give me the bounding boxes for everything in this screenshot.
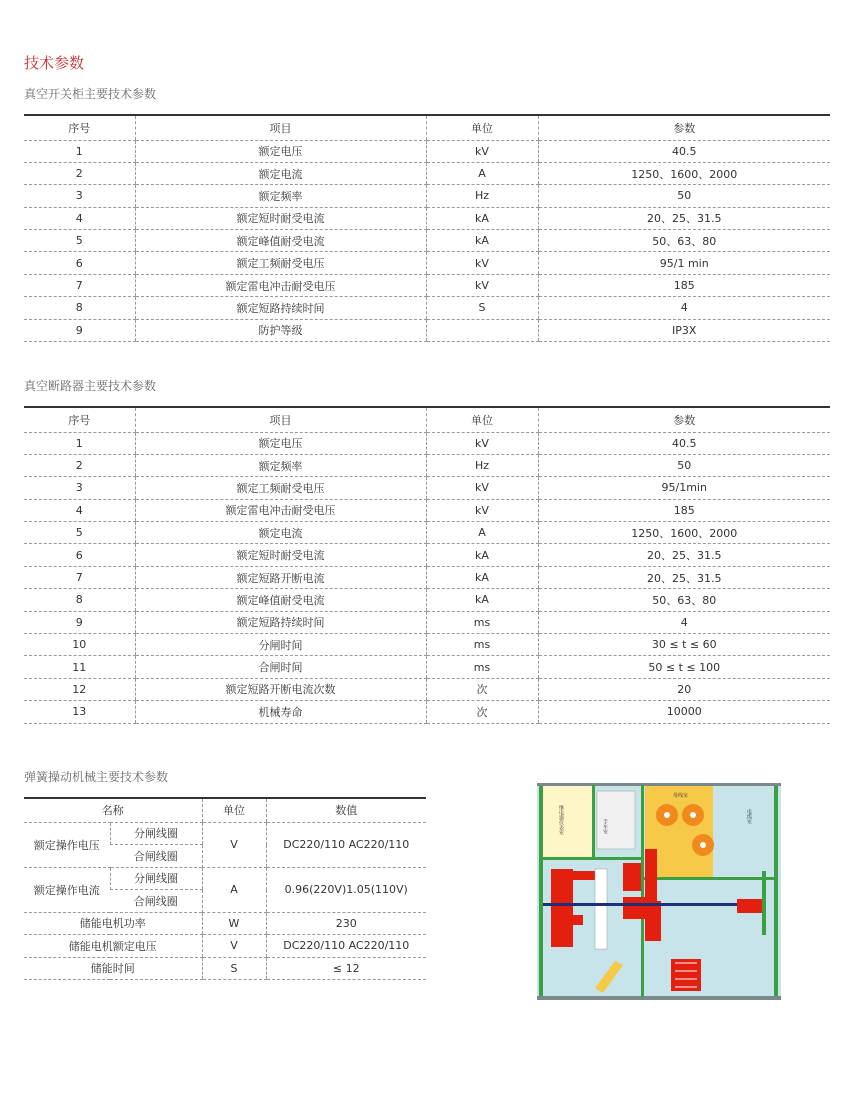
item-cell: 额定雷电冲击耐受电压 [135,499,426,521]
table-row [24,230,830,252]
cable-support [762,871,766,935]
unit-cell: 次 [426,701,538,723]
bottom-frame [537,996,781,1000]
index-cell: 1 [24,432,135,454]
main-shaft [543,903,763,906]
table-row [24,477,830,499]
value-cell: 20、25、31.5 [538,566,830,588]
sub-param-cell: 合闸线圈 [110,845,202,868]
unit-cell: ms [426,656,538,678]
value-cell: 185 [538,274,830,296]
param-name-cell: 储能电机功率 [24,912,202,935]
sub-param-cell: 合闸线圈 [110,890,202,913]
item-cell: 额定频率 [135,454,426,476]
value-cell: 20、25、31.5 [538,544,830,566]
item-cell: 合闸时间 [135,656,426,678]
item-cell: 额定电压 [135,432,426,454]
switchgear-diagram-svg [537,783,781,1003]
index-cell: 5 [24,522,135,544]
header-cell: 单位 [426,407,538,432]
value-cell: 95/1min [538,477,830,499]
cable-terminal [737,899,765,913]
item-cell: 额定电流 [135,162,426,184]
index-cell: 6 [24,544,135,566]
value-cell: DC220/110 AC220/110 [266,935,426,958]
index-cell: 3 [24,477,135,499]
busbar-b-center [690,812,696,818]
relay-compartment [542,785,592,857]
earthing-switch-coil [671,959,701,991]
unit-cell: ms [426,634,538,656]
header-cell: 项目 [135,407,426,432]
index-cell: 2 [24,162,135,184]
unit-cell [426,319,538,341]
item-cell: 额定短路持续时间 [135,611,426,633]
value-cell: IP3X [538,319,830,341]
breaker-params-table [24,406,830,724]
unit-cell: A [426,162,538,184]
header-cell: 单位 [426,115,538,140]
value-cell: 230 [266,912,426,935]
value-cell: 50、63、80 [538,589,830,611]
header-cell: 序号 [24,115,135,140]
table-row [24,656,830,678]
param-name-cell: 储能时间 [24,957,202,980]
item-cell: 额定雷电冲击耐受电压 [135,274,426,296]
table1-body [24,140,830,342]
index-cell: 8 [24,589,135,611]
switchgear-params-table [24,114,830,342]
middle-partition [641,785,644,997]
index-cell: 10 [24,634,135,656]
item-cell: 额定峰值耐受电流 [135,589,426,611]
index-cell: 8 [24,297,135,319]
index-cell: 4 [24,207,135,229]
upper-spout [645,849,657,901]
item-cell: 额定峰值耐受电流 [135,230,426,252]
unit-cell: ms [426,611,538,633]
lower-spout [645,901,661,941]
upper-contact [623,863,641,891]
index-cell: 9 [24,611,135,633]
unit-cell: kV [426,432,538,454]
table-row [24,611,830,633]
unit-cell: kV [426,252,538,274]
item-cell: 额定短路持续时间 [135,297,426,319]
header-cell: 序号 [24,407,135,432]
table-row [24,678,830,700]
relay-floor [542,857,642,860]
table-row [24,185,830,207]
table-row [24,822,426,845]
table-row [24,454,830,476]
spring-mechanism-table [24,797,426,980]
unit-cell: W [202,912,266,935]
table-row [24,957,426,980]
unit-cell: kV [426,477,538,499]
param-name-cell: 额定操作电流 [24,867,110,912]
table-row [24,297,830,319]
value-cell: DC220/110 AC220/110 [266,822,426,867]
unit-cell: kA [426,207,538,229]
table-header-row [24,407,830,432]
value-cell: 50、63、80 [538,230,830,252]
item-cell: 额定电压 [135,140,426,162]
unit-cell: S [202,957,266,980]
table2-title: 真空断路器主要技术参数 [24,379,157,393]
table-row [24,207,830,229]
label-trolley-compartment: 手车室 [602,819,608,834]
value-cell: 4 [538,297,830,319]
table-row [24,162,830,184]
unit-cell: V [202,935,266,958]
busbar-floor [644,877,776,880]
item-cell: 额定频率 [135,185,426,207]
index-cell: 1 [24,140,135,162]
unit-cell: kA [426,544,538,566]
item-cell: 额定工频耐受电压 [135,477,426,499]
unit-cell: V [202,822,266,867]
value-cell: ≤ 12 [266,957,426,980]
item-cell: 额定短路开断电流 [135,566,426,588]
index-cell: 6 [24,252,135,274]
unit-cell: kV [426,499,538,521]
label-cable-compartment: 电缆室 [746,809,752,824]
table-header-row [24,798,426,822]
unit-cell: kV [426,140,538,162]
index-cell: 13 [24,701,135,723]
busbar-a-center [664,812,670,818]
index-cell: 9 [24,319,135,341]
busbar-c-center [700,842,706,848]
unit-cell: kA [426,230,538,252]
table-row [24,867,426,890]
section-title: 技术参数 [24,54,85,72]
value-cell: 10000 [538,701,830,723]
unit-cell: A [426,522,538,544]
index-cell: 2 [24,454,135,476]
header-cell: 名称 [24,798,202,822]
value-cell: 20、25、31.5 [538,207,830,229]
table2-body [24,432,830,723]
table3-title: 弹簧操动机械主要技术参数 [24,770,169,784]
value-cell: 1250、1600、2000 [538,522,830,544]
value-cell: 185 [538,499,830,521]
header-cell: 项目 [135,115,426,140]
table-row [24,634,830,656]
header-cell: 单位 [202,798,266,822]
relay-partition [592,785,595,857]
unit-cell: S [426,297,538,319]
item-cell: 额定工频耐受电压 [135,252,426,274]
unit-cell: Hz [426,185,538,207]
value-cell: 30 ≤ t ≤ 60 [538,634,830,656]
header-cell: 参数 [538,407,830,432]
top-frame [537,783,781,786]
sub-param-cell: 分闸线圈 [110,822,202,845]
table-row [24,499,830,521]
header-cell: 参数 [538,115,830,140]
item-cell: 额定短时耐受电流 [135,207,426,229]
table-row [24,701,830,723]
param-name-cell: 储能电机额定电压 [24,935,202,958]
table-row [24,589,830,611]
left-contact-housing [551,869,573,947]
value-cell: 40.5 [538,140,830,162]
value-cell: 95/1 min [538,252,830,274]
sub-param-cell: 分闸线圈 [110,867,202,890]
right-wall [774,783,778,1000]
table-row [24,544,830,566]
circuit-breaker-body [595,869,607,949]
lower-contact [623,897,645,919]
value-cell: 50 ≤ t ≤ 100 [538,656,830,678]
label-relay-compartment: 继电器仪表室 [558,805,564,835]
unit-cell: kV [426,274,538,296]
index-cell: 7 [24,566,135,588]
table1-title: 真空开关柜主要技术参数 [24,87,157,101]
table-row [24,319,830,341]
unit-cell: kA [426,589,538,611]
index-cell: 11 [24,656,135,678]
item-cell: 分闸时间 [135,634,426,656]
value-cell: 4 [538,611,830,633]
unit-cell: A [202,867,266,912]
unit-cell: Hz [426,454,538,476]
table-row [24,274,830,296]
table-row [24,252,830,274]
value-cell: 50 [538,185,830,207]
header-cell: 数值 [266,798,426,822]
switchgear-cross-section-diagram [537,783,781,1003]
table-header-row [24,115,830,140]
index-cell: 12 [24,678,135,700]
table-row [24,912,426,935]
item-cell: 额定短时耐受电流 [135,544,426,566]
value-cell: 0.96(220V)1.05(110V) [266,867,426,912]
value-cell: 20 [538,678,830,700]
item-cell: 额定短路开断电流次数 [135,678,426,700]
value-cell: 1250、1600、2000 [538,162,830,184]
value-cell: 40.5 [538,432,830,454]
lower-arm-left [557,915,583,925]
param-name-cell: 额定操作电压 [24,822,110,867]
upper-arm-left [573,871,595,880]
item-cell: 额定电流 [135,522,426,544]
index-cell: 7 [24,274,135,296]
table-row [24,522,830,544]
value-cell: 50 [538,454,830,476]
table-row [24,432,830,454]
index-cell: 3 [24,185,135,207]
table-row [24,566,830,588]
table-row [24,140,830,162]
unit-cell: kA [426,566,538,588]
item-cell: 机械寿命 [135,701,426,723]
unit-cell: 次 [426,678,538,700]
index-cell: 5 [24,230,135,252]
left-wall [539,783,543,1000]
table-row [24,935,426,958]
label-busbar-compartment: 母线室 [673,793,689,799]
item-cell: 防护等级 [135,319,426,341]
index-cell: 4 [24,499,135,521]
